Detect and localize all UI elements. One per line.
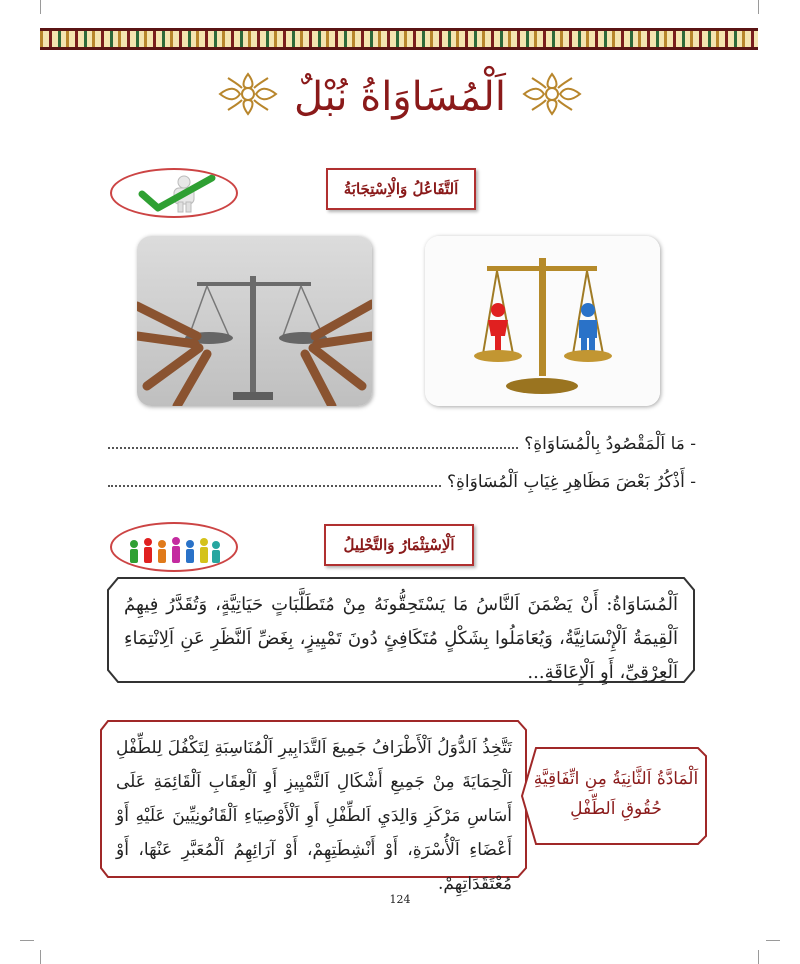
crop-mark <box>40 0 41 14</box>
crop-mark <box>758 0 759 14</box>
question-text: - أَذْكُرُ بَعْضَ مَظَاهِرِ غِيَابِ اَلْمُسَاوَاةِ؟ <box>446 472 696 492</box>
hands-scale-image <box>137 236 372 406</box>
question-text: - مَا اَلْمَقْصُودُ بِالْمُسَاوَاةِ؟ <box>524 434 696 454</box>
answer-line[interactable] <box>108 485 441 487</box>
page-title: اَلْمُسَاوَاةُ نُبْلٌ <box>294 74 506 120</box>
section-label-analysis: اَلْاِسْتِثْمَارُ وَالتَّحْلِيلُ <box>324 524 474 566</box>
definition-text: اَلْمُسَاوَاةُ: أَنْ يَضْمَنَ اَلنَّاسُ مَا يَسْتَحِقُّونَهُ مِنْ مُتَطَلَّبَاتٍ حَيَاتِيَّةٍ، وَتُقَدَّرُ فِيهِمُ اَلْقِيمَةُ اَلْإِنْسَانِيَّةُ، وَيُعَامَلُوا بِشَكْلٍ مُتَكَافِئٍ دُونَ تَمْيِيزٍ، بِغَضِّ اَلنَّظَرِ عَنِ اَلِانْتِمَاءِ اَلْعِرْقِيِّ، أَوِ اَلْإِعَاقَةِ... <box>124 594 678 683</box>
section-label-interaction: اَلتَّفَاعُلُ وَالْاِسْتِجَابَةُ <box>326 168 476 210</box>
page-number: 124 <box>389 893 411 906</box>
crop-mark <box>758 950 759 964</box>
crop-mark <box>40 950 41 964</box>
article-label: اَلْمَادَّةُ اَلثَّانِيَةُ مِنِ اتِّفَاقِيَّةِ حُقُوقِ اَلطِّفْلِ <box>533 769 699 819</box>
question-1 <box>108 424 696 454</box>
crop-mark <box>766 940 780 941</box>
gender-scale-image <box>425 236 660 406</box>
article-text: تَتَّخِذُ اَلدُّوَلُ اَلْأَطْرَافُ جَمِيعَ اَلتَّدَابِيرِ اَلْمُنَاسِبَةِ لِتَكْفُلَ لِلطِّفْلِ اَلْحِمَايَةَ مِنْ جَمِيعِ أَشْكَالِ اَلتَّمْيِيزِ أَوِ اَلْعِقَابِ اَلْقَائِمَةِ عَلَى أَسَاسِ مَرْكَزِ وَالِدَيِ اَلطِّفْلِ أَوِ اَلْأَوْصِيَاءِ اَلْقَانُونِيِّينَ عَلَيْهِ أَوْ أَعْضَاءِ اَلْأُسْرَةِ، أَوْ أَنْشِطَتِهِمْ، أَوْ آرَائِهِمُ اَلْمُعَبَّرِ عَنْهَا، أَوْ مُعْتَقَدَاتِهِمْ. <box>116 738 512 894</box>
checkmark-figure-icon <box>110 168 238 218</box>
decorative-border <box>40 28 758 50</box>
crop-mark <box>20 940 34 941</box>
question-2 <box>108 462 696 492</box>
answer-line[interactable] <box>108 447 518 449</box>
people-group-icon <box>110 522 238 572</box>
